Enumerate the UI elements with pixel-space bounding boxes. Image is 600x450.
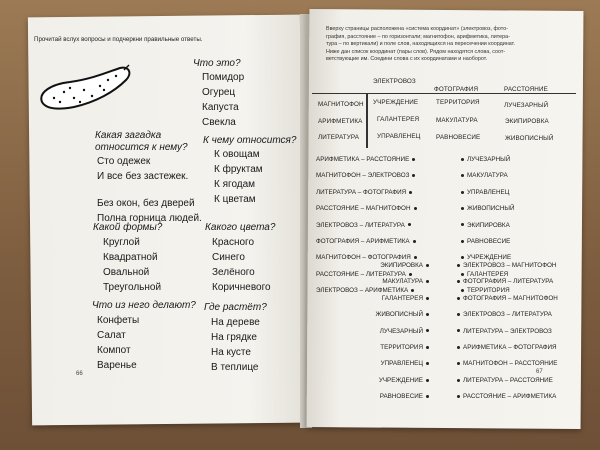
- answers-where-grows: [211, 315, 260, 375]
- connect-dot[interactable]: [457, 395, 460, 398]
- answer-option[interactable]: Конфеты: [97, 315, 140, 326]
- answer-option[interactable]: Помидор: [202, 72, 245, 83]
- question-shape: Какой формы?: [93, 222, 163, 233]
- left-instruction: Прочитай вслух вопросы и подчеркни правильные ответы.: [34, 36, 203, 43]
- question-riddle: Какая загадка относится к нему?: [95, 130, 188, 153]
- connect-dot[interactable]: [457, 313, 460, 316]
- col-header: ФОТОГРАФИЯ: [434, 86, 479, 93]
- answer-option[interactable]: Варенье: [97, 360, 137, 371]
- answer-option[interactable]: На дереве: [211, 317, 260, 328]
- grid-cell: ЭКИПИРОВКА: [505, 118, 549, 125]
- word-item[interactable]: МАКУЛАТУРА: [340, 274, 432, 290]
- connect-dot[interactable]: [426, 280, 429, 283]
- col-header: РАССТОЯНИЕ: [504, 86, 548, 93]
- answer-option[interactable]: Круглой: [103, 237, 140, 248]
- grid-cell: ГАЛАНТЕРЕЯ: [377, 116, 420, 123]
- coordinate-pair[interactable]: ФОТОГРАФИЯ – МАГНИТОФОН: [454, 291, 558, 307]
- coordinate-pair[interactable]: ЭЛЕКТРОВОЗ – ЛИТЕРАТУРА: [454, 307, 558, 323]
- grid-horizontal-line: [312, 93, 576, 94]
- answer-option[interactable]: Без окон, без дверей: [97, 198, 195, 209]
- connect-dot[interactable]: [457, 379, 460, 382]
- question-category: К чему относится?: [203, 135, 297, 146]
- answer-option[interactable]: Капуста: [202, 102, 239, 113]
- answer-option[interactable]: Компот: [97, 345, 131, 356]
- word-item[interactable]: ЛУЧЕЗАРНЫЙ: [340, 324, 432, 340]
- connect-dot[interactable]: [412, 158, 415, 161]
- answer-option[interactable]: В теплице: [211, 362, 259, 373]
- answers-made-from: [97, 313, 139, 373]
- word-item[interactable]: УПРАВЛЕНЕЦ: [340, 356, 432, 372]
- answer-option[interactable]: К ягодам: [214, 179, 256, 190]
- coordinate-pair[interactable]: ФОТОГРАФИЯ – ЛИТЕРАТУРА: [454, 274, 558, 290]
- coordinate-pair[interactable]: АРИФМЕТИКА – РАССТОЯНИЕ: [316, 152, 420, 168]
- coordinate-pair[interactable]: РАССТОЯНИЕ – ЛИТЕРАТУРА: [316, 267, 420, 283]
- coordinate-pair[interactable]: ЭЛЕКТРОВОЗ – МАГНИТОФОН: [454, 258, 558, 274]
- word-item[interactable]: УЧРЕЖДЕНИЕ: [340, 373, 432, 389]
- word-item[interactable]: ГАЛАНТЕРЕЯ: [458, 267, 514, 283]
- right-instruction: Вверху страницы расположена «система координат» (электровоз, фото- графия, расстояние – по горизонтали; магнитофон, арифметика, литера- тура – по вертикали) и поле слов, находящихся на пересечении координат. Ниже дан список координат (пары слов). Рядом находятся слова, соот- ветствующие им. Соедини слова с их координатами и наоборот.: [326, 26, 515, 63]
- answer-option[interactable]: Зелёного: [212, 267, 255, 278]
- answer-option[interactable]: Овальной: [103, 267, 150, 278]
- word-item[interactable]: ТЕРРИТОРИЯ: [458, 283, 514, 299]
- connect-dot[interactable]: [426, 362, 429, 365]
- row-header: МАГНИТОФОН: [318, 101, 364, 108]
- connect-dot[interactable]: [457, 346, 460, 349]
- answer-option[interactable]: К фруктам: [214, 164, 263, 175]
- answer-spacer: [97, 184, 202, 196]
- connect-dot[interactable]: [457, 264, 460, 267]
- question-what-is-it: Что это?: [193, 58, 241, 69]
- word-item[interactable]: РАВНОВЕСИЕ: [340, 389, 432, 405]
- answers-category: [214, 147, 263, 207]
- question-color: Какого цвета?: [205, 222, 276, 233]
- connect-dot[interactable]: [426, 313, 429, 316]
- word-item[interactable]: ЭКИПИРОВКА: [458, 218, 514, 234]
- answers-color: [212, 235, 271, 295]
- connect-dot[interactable]: [461, 207, 464, 210]
- coordinate-pair[interactable]: РАССТОЯНИЕ – МАГНИТОФОН: [316, 201, 420, 217]
- answers-what-is-it: [202, 70, 244, 130]
- pairs-list-bottom: [454, 258, 558, 406]
- answer-option[interactable]: На кусте: [211, 347, 251, 358]
- answer-option[interactable]: На грядке: [211, 332, 257, 343]
- coordinate-pair[interactable]: АРИФМЕТИКА – ФОТОГРАФИЯ: [454, 340, 558, 356]
- answer-option[interactable]: Полна горница людей.: [97, 213, 202, 224]
- answer-option[interactable]: Треугольной: [103, 282, 162, 293]
- word-item[interactable]: ЖИВОПИСНЫЙ: [458, 201, 514, 217]
- coordinate-pair[interactable]: МАГНИТОФОН – ФОТОГРАФИЯ: [316, 250, 420, 266]
- row-header: ЛИТЕРАТУРА: [318, 134, 360, 141]
- answer-option[interactable]: К овощам: [214, 149, 260, 160]
- answers-shape: [103, 235, 161, 295]
- connect-dot[interactable]: [461, 174, 464, 177]
- connect-dot[interactable]: [461, 158, 464, 161]
- grid-cell: ЛУЧЕЗАРНЫЙ: [504, 102, 549, 109]
- coordinate-pair[interactable]: ЭЛЕКТРОВОЗ – ЛИТЕРАТУРА: [316, 218, 420, 234]
- connect-dot[interactable]: [408, 223, 411, 226]
- coordinate-pair[interactable]: МАГНИТОФОН – ЭЛЕКТРОВОЗ: [316, 168, 420, 184]
- col-header: ЭЛЕКТРОВОЗ: [373, 78, 416, 85]
- answer-option[interactable]: Коричневого: [212, 282, 271, 293]
- connect-dot[interactable]: [461, 240, 464, 243]
- grid-cell: ЖИВОПИСНЫЙ: [505, 135, 554, 142]
- page-number-left: 66: [76, 371, 83, 377]
- coordinate-pair[interactable]: ЛИТЕРАТУРА – ЭЛЕКТРОВОЗ: [454, 324, 558, 340]
- grid-cell: ТЕРРИТОРИЯ: [436, 99, 480, 106]
- connect-dot[interactable]: [414, 207, 417, 210]
- grid-cell: РАВНОВЕСИЕ: [436, 134, 481, 141]
- answer-option[interactable]: Синего: [212, 252, 245, 263]
- connect-dot[interactable]: [412, 174, 415, 177]
- coordinate-pair[interactable]: РАССТОЯНИЕ – АРИФМЕТИКА: [454, 389, 558, 405]
- connect-dot[interactable]: [426, 346, 429, 349]
- answers-riddle: [97, 154, 202, 226]
- coordinate-pair[interactable]: МАГНИТОФОН – РАССТОЯНИЕ: [454, 356, 558, 372]
- grid-cell: УПРАВЛЕНЕЦ: [377, 133, 421, 140]
- answer-option[interactable]: Огурец: [202, 87, 236, 98]
- coordinate-pair[interactable]: ЛИТЕРАТУРА – ФОТОГРАФИЯ: [316, 185, 420, 201]
- coordinate-pair[interactable]: ЛИТЕРАТУРА – РАССТОЯНИЕ: [454, 373, 558, 389]
- connect-dot[interactable]: [426, 264, 429, 267]
- connect-dot[interactable]: [457, 297, 460, 300]
- answer-option[interactable]: К цветам: [214, 194, 256, 205]
- word-item[interactable]: ЛУЧЕЗАРНЫЙ: [458, 152, 514, 168]
- answer-option[interactable]: И все без застежек.: [97, 171, 189, 182]
- word-item[interactable]: УПРАВЛЕНЕЦ: [458, 185, 514, 201]
- word-item[interactable]: РАВНОВЕСИЕ: [458, 234, 514, 250]
- connect-dot[interactable]: [457, 280, 460, 283]
- page-number-right: 67: [536, 369, 543, 375]
- connect-dot[interactable]: [409, 191, 412, 194]
- word-item[interactable]: ЖИВОПИСНЫЙ: [340, 307, 432, 323]
- word-item[interactable]: ЭКИПИРОВКА: [340, 258, 432, 274]
- question-where-grows: Где растёт?: [204, 302, 267, 313]
- connect-dot[interactable]: [426, 297, 429, 300]
- connect-dot[interactable]: [426, 379, 429, 382]
- word-item[interactable]: ГАЛАНТЕРЕЯ: [340, 291, 432, 307]
- coordinate-pair[interactable]: ФОТОГРАФИЯ – АРИФМЕТИКА: [316, 234, 420, 250]
- answer-option[interactable]: Салат: [97, 330, 126, 341]
- answer-option[interactable]: Квадратной: [103, 252, 158, 263]
- connect-dot[interactable]: [457, 329, 460, 332]
- connect-dot[interactable]: [426, 329, 429, 332]
- grid-vertical-line: [366, 94, 368, 148]
- connect-dot[interactable]: [461, 223, 464, 226]
- words-list-bottom: [340, 258, 432, 406]
- answer-option[interactable]: Свекла: [202, 117, 236, 128]
- connect-dot[interactable]: [457, 362, 460, 365]
- word-item[interactable]: УЧРЕЖДЕНИЕ: [458, 250, 514, 266]
- word-item[interactable]: ТЕРРИТОРИЯ: [340, 340, 432, 356]
- question-made-from: Что из него делают?: [92, 300, 196, 311]
- word-item[interactable]: МАКУЛАТУРА: [458, 168, 514, 184]
- coordinate-pair[interactable]: ЭЛЕКТРОВОЗ – АРИФМЕТИКА: [316, 283, 420, 299]
- answer-option[interactable]: Красного: [212, 237, 255, 248]
- cucumber-illustration: [34, 62, 134, 114]
- grid-cell: МАКУЛАТУРА: [436, 117, 478, 124]
- row-header: АРИФМЕТИКА: [318, 118, 363, 125]
- grid-cell: УЧРЕЖДЕНИЕ: [373, 99, 419, 106]
- answer-option[interactable]: Сто одежек: [97, 156, 151, 167]
- connect-dot[interactable]: [461, 191, 464, 194]
- connect-dot[interactable]: [426, 395, 429, 398]
- connect-dot[interactable]: [413, 240, 416, 243]
